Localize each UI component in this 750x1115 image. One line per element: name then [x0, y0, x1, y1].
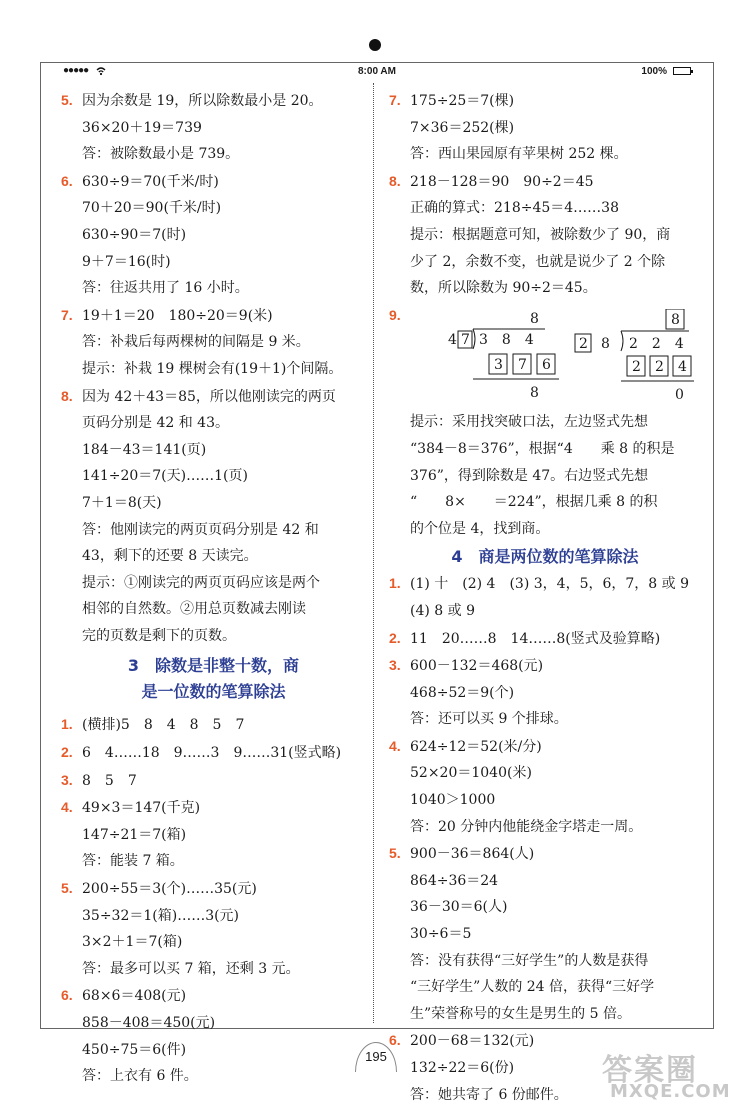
answer-text: 858－408＝450(元) [82, 1015, 216, 1031]
answer-text: 43，剩下的还要 8 天读完。 [82, 548, 258, 565]
answer-line [61, 410, 366, 437]
answer-line [61, 222, 366, 249]
answer-text: 答：最多可以买 7 箱，还剩 3 元。 [82, 960, 300, 977]
answer-text: (4) 8 或 9 [410, 602, 475, 619]
answer-line [389, 1001, 701, 1028]
answer-line [61, 463, 366, 490]
answer-text: 少了 2，余数不变，也就是说少了 2 个除 [410, 253, 666, 270]
answer-text: 11 20……8 14……8(竖式及验算略) [410, 630, 661, 647]
answer-line [61, 195, 366, 222]
answer-text: 141÷20＝7(天)……1(页) [82, 468, 248, 485]
answer-line [61, 903, 366, 930]
answer-text: (1) 十 (2) 4 (3) 3，4，5，6，7，8 或 9 [410, 576, 690, 593]
answer-text: 正确的算式：218÷45＝4……38 [410, 200, 619, 217]
left-column [61, 87, 366, 1090]
answer-line [61, 956, 366, 983]
left-product-digit: 6 [542, 357, 551, 374]
answer-line [389, 275, 701, 302]
section-3-title-line2: 是一位数的笔算除法 [141, 682, 286, 702]
answer-line [389, 195, 701, 222]
answer-number: 2. [61, 744, 73, 761]
answer-text: 提示：根据题意可知，被除数少了 90，商 [410, 226, 671, 243]
watermark [592, 1045, 732, 1105]
answer-text: 68×6＝408(元) [82, 988, 187, 1005]
answer-text: 30÷6＝5 [410, 926, 472, 943]
battery-icon [673, 67, 691, 75]
answer-text: 450÷75＝6(件) [82, 1041, 187, 1058]
left-divisor-box-digit: 7 [461, 332, 470, 349]
answer-text: 页码分别是 42 和 43。 [82, 415, 229, 432]
answer-line [389, 787, 701, 814]
answer-text: 答：她共寄了 6 份邮件。 [410, 1086, 568, 1103]
answer-text: 8 5 7 [82, 772, 137, 789]
answer-item [389, 87, 701, 115]
answer-text: 900－36＝864(人) [410, 846, 535, 863]
answer-item [389, 652, 701, 680]
left-product-digit: 3 [494, 357, 503, 374]
left-divisor-digit: 4 [448, 332, 457, 349]
answer-text: 答：能装 7 箱。 [82, 853, 184, 870]
answer-item [61, 383, 366, 411]
answer-text: 175÷25＝7(棵) [410, 93, 515, 109]
answer-item [61, 711, 366, 739]
answer-text: 答：补栽后每两棵树的间隔是 9 米。 [82, 334, 310, 351]
column-divider [373, 83, 374, 1023]
answer-number: 7. [389, 92, 401, 108]
right-quotient-box-digit: 8 [671, 312, 680, 329]
answer-number: 6. [61, 987, 73, 1004]
answer-number: 9. [389, 306, 401, 323]
answer-text: 3×2＋1＝7(箱) [82, 934, 183, 951]
answer-line [389, 814, 701, 841]
answer-text: 答：他刚读完的两页页码分别是 42 和 [82, 521, 319, 538]
answer-text: 完的页数是剩下的页数。 [82, 627, 236, 644]
right-product-digit: 2 [632, 359, 641, 376]
answer-text: 35÷32＝1(箱)……3(元) [82, 907, 240, 924]
right-divisor-digit: 8 [601, 336, 610, 353]
answer-text: 184－43＝141(页) [82, 441, 207, 458]
answer-text: 因为余数是 19，所以除数最小是 20。 [82, 93, 323, 109]
answer-line [61, 275, 366, 302]
answer-number: 4. [389, 737, 401, 754]
right-long-division [575, 309, 694, 403]
answer-text: 52×20＝1040(米) [410, 765, 532, 782]
answer-line: 的个位是 4，找到商。 [410, 520, 550, 537]
answer-number: 1. [389, 575, 401, 592]
answer-text: 200－68＝132(元) [410, 1033, 535, 1050]
answer-item [389, 168, 701, 196]
answer-line [61, 1063, 366, 1090]
answer-line [61, 517, 366, 544]
answer-text: 600－132＝468(元) [410, 658, 544, 675]
answer-number: 5. [61, 92, 73, 108]
answer-text: 答：还可以买 9 个排球。 [410, 711, 568, 728]
answer-line [389, 921, 701, 948]
right-product-digit: 4 [678, 359, 687, 376]
answer-text: 6 4……18 9……3 9……31(竖式略) [82, 745, 342, 762]
answer-item [61, 875, 366, 903]
left-product-digit: 7 [518, 357, 527, 374]
answer-text: 生”荣誉称号的女生是男生的 5 倍。 [410, 1005, 631, 1022]
answer-line [389, 868, 701, 895]
answer-line [389, 760, 701, 787]
answer-line: “ 8× ＝224”，根据几乘 8 的积 [410, 494, 658, 511]
answer-line [61, 822, 366, 849]
answer-line [61, 141, 366, 168]
answer-line [389, 894, 701, 921]
answer-line [389, 948, 701, 975]
answer-item [61, 87, 366, 115]
answer-line [61, 623, 366, 650]
answer-text: 70＋20＝90(千米/时) [82, 200, 222, 217]
answer-item [61, 739, 366, 767]
answer-text: 相邻的自然数。②用总页数减去刚读 [82, 601, 306, 618]
answer-number: 5. [61, 880, 73, 897]
answer-line [61, 115, 366, 142]
answer-line [389, 222, 701, 249]
left-dividend: 3 8 4 [479, 332, 534, 349]
answer-line [389, 115, 701, 142]
answer-text: 49×3＝147(千克) [82, 800, 201, 817]
answer-number: 6. [389, 1032, 401, 1049]
status-bar [41, 63, 713, 81]
answer-line [61, 570, 366, 597]
left-long-division [448, 311, 559, 401]
answer-text: 7＋1＝8(天) [82, 494, 162, 511]
answer-text: 630÷90＝7(时) [82, 226, 187, 243]
answer-text: 答：20 分钟内他能绕金字塔走一周。 [410, 818, 643, 835]
answer-item [389, 840, 701, 868]
answer-line [389, 974, 701, 1001]
section-4-title: 4 商是两位数的笔算除法 [451, 547, 639, 567]
answer-text: 9＋7＝16(时) [82, 253, 171, 270]
status-time: 8:00 AM [358, 66, 396, 77]
answer-text: 答：没有获得“三好学生”的人数是获得 [410, 952, 649, 969]
answer-line [389, 598, 701, 625]
answer-line [61, 1037, 366, 1064]
answer-number: 5. [389, 845, 401, 862]
answer-line: 提示：采用找突破口法，左边竖式先想 [410, 414, 648, 431]
answer-text: 147÷21＝7(箱) [82, 826, 187, 843]
answer-text: 864÷36＝24 [410, 872, 499, 889]
answer-line [389, 706, 701, 733]
answer-text: 答：西山果园原有苹果树 252 棵。 [410, 146, 628, 163]
answer-line [389, 249, 701, 276]
left-quotient: 8 [530, 311, 539, 328]
answer-line [61, 356, 366, 383]
answer-text: 630÷9＝70(千米/时) [82, 173, 219, 190]
answer-line [61, 490, 366, 517]
answer-line [61, 329, 366, 356]
answer-item [61, 982, 366, 1010]
answer-number: 2. [389, 629, 401, 646]
answer-line [61, 437, 366, 464]
division-diagrams [389, 309, 701, 409]
answer-line [61, 596, 366, 623]
answer-text: 1040＞1000 [410, 792, 496, 809]
answer-line: “384－8＝376”，根据“4 乘 8 的积是 [410, 440, 675, 457]
camera-dot [369, 39, 381, 51]
answer-text: 提示：补栽 19 棵树会有(19＋1)个间隔。 [82, 360, 343, 377]
answer-text: 因为 42＋43＝85，所以他刚读完的两页 [82, 388, 336, 405]
answer-text: 36×20＋19＝739 [82, 119, 202, 136]
answer-text: 36－30＝6(人) [410, 899, 508, 916]
answer-item [389, 733, 701, 761]
left-remainder: 8 [530, 385, 539, 402]
answer-number: 3. [389, 657, 401, 674]
right-dividend: 2 2 4 [629, 336, 684, 353]
answer-line [61, 543, 366, 570]
answer-line [61, 249, 366, 276]
answer-item [389, 570, 701, 598]
answer-text: 19＋1＝20 180÷20＝9(米) [82, 307, 273, 324]
answer-text: (横排)5 8 4 8 5 7 [82, 717, 245, 734]
answer-text: 7×36＝252(棵) [410, 119, 515, 136]
answer-text: 132÷22＝6(份) [410, 1060, 515, 1076]
watermark-line2: MXQE.COM [610, 1081, 731, 1102]
answer-text: 答：往返共用了 16 小时。 [82, 280, 249, 297]
section-3-title [61, 649, 366, 711]
right-column [389, 87, 701, 1108]
answer-item [61, 767, 366, 795]
answer-item [389, 625, 701, 653]
answer-number: 4. [61, 799, 73, 816]
answer-line [61, 929, 366, 956]
answer-text: 答：上衣有 6 件。 [82, 1068, 198, 1085]
answer-line [389, 680, 701, 707]
answer-text: “三好学生”人数的 24 倍，获得“三好学 [410, 979, 655, 996]
right-product-digit: 2 [655, 359, 664, 376]
page-number: 195 [355, 1042, 397, 1072]
division-diagram-svg [389, 309, 701, 409]
answer-line [389, 141, 701, 168]
answer-text: 200÷55＝3(个)……35(元) [82, 881, 257, 898]
answer-text: 468÷52＝9(个) [410, 684, 515, 701]
watermark-line1: 答案圈 [602, 1053, 698, 1088]
answer-text: 答：被除数最小是 739。 [82, 146, 240, 163]
answer-text: 218－128＝90 90÷2＝45 [410, 173, 594, 190]
answer-number: 1. [61, 716, 73, 733]
right-divisor-box-digit: 2 [579, 336, 588, 353]
answer-item [61, 302, 366, 330]
answer-text: 数，所以除数为 90÷2＝45。 [410, 280, 597, 297]
answer-number: 8. [61, 387, 73, 404]
answer-text: 624÷12＝52(米/分) [410, 738, 542, 755]
answer-item [61, 794, 366, 822]
answer-line [61, 848, 366, 875]
signal-icon: ●●●●● [63, 65, 89, 76]
right-remainder: 0 [675, 387, 684, 404]
section-3-title-line1: 3 除数是非整十数，商 [127, 656, 300, 676]
answer-number: 6. [61, 172, 73, 189]
answer-text: 提示：①刚读完的两页页码应该是两个 [82, 574, 320, 591]
battery-percent: 100% [641, 66, 667, 77]
answer-number: 7. [61, 306, 73, 323]
answer-item [61, 168, 366, 196]
answer-number: 3. [61, 771, 73, 788]
answer-line [61, 1010, 366, 1037]
answer-line: 376”，得到除数是 47。右边竖式先想 [410, 467, 649, 484]
answer-number: 8. [389, 172, 401, 189]
